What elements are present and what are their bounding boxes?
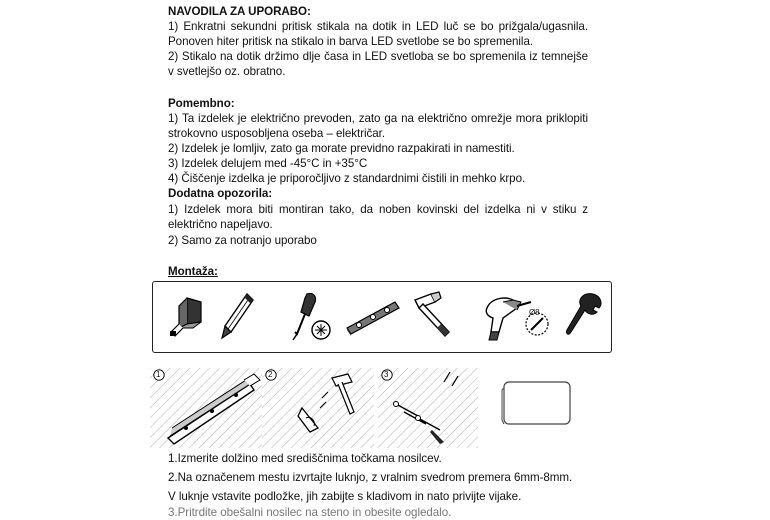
usage-item: 2) Stikalo na dotik držimo dlje časa in LED svetloba se bo spremenila iz temnejše v svetlejšo oz. obratno. (168, 50, 588, 78)
important-item: 2) Izdelek je lomljiv, zato ga morate previdno razpakirati in namestiti. (168, 142, 515, 155)
step-3-number: 3 (384, 370, 389, 379)
warnings-heading: Dodatna opozorila: (168, 187, 273, 200)
step-3-illustration (378, 368, 478, 448)
tape-measure-icon (167, 294, 211, 340)
tools-panel (152, 281, 612, 353)
mounting-heading: Montaža: (168, 265, 218, 278)
step-2-illustration (262, 368, 374, 448)
pencil-icon (219, 292, 255, 340)
hammer-icon (405, 290, 461, 342)
usage-item: 1) Enkratni sekundni pritisk stikala na dotik in LED luč se bo prižgala/ugasnila. Ponoven hiter pritisk na stikalo in barva LED svetlobe se bo spremenila. (168, 20, 588, 48)
important-item: 3) Izdelek delujem med -45°C in +35°C (168, 157, 368, 170)
spirit-level-icon (343, 294, 403, 338)
step-text: 1.Izmerite dolžino med središčnima točkama nosilcev. (168, 452, 442, 465)
step-1-illustration (150, 368, 262, 448)
warning-item: 1) Izdelek mora biti montiran tako, da noben kovinski del izdelka ni v stiku z električno napeljavo. (168, 203, 588, 231)
page-title: NAVODILA ZA UPORABO: (168, 5, 311, 18)
drill-bit-label: Ø8 (529, 308, 540, 317)
warning-item: 2) Samo za notranjo uporabo (168, 234, 317, 247)
step-2-number: 2 (268, 370, 273, 379)
important-item: 1) Ta izdelek je električno prevoden, zato ga na električno omrežje mora priklopiti strokovno usposobljena oseba – električar. (168, 112, 588, 140)
step-text: 2.Na označenem mestu izvrtajte luknjo, z vralnim svedrom premera 6mm-8mm. (168, 471, 573, 484)
step-text: V luknje vstavite podložke, jih zabijte s kladivom in nato privijte vijake. (168, 490, 522, 503)
important-item: 4) Čiščenje izdelka je priporočljivo z standardnimi čistili in mehko krpo. (168, 172, 526, 185)
wrench-icon (565, 292, 605, 340)
drill-icon (477, 288, 557, 348)
mirror-illustration (500, 378, 576, 430)
important-heading: Pomembno: (168, 97, 235, 110)
step-1-number: 1 (156, 370, 161, 379)
screwdriver-icon (283, 290, 335, 344)
step-text: 3.Pritrdite obešalni nosilec na steno in obesite ogledalo. (168, 506, 452, 519)
